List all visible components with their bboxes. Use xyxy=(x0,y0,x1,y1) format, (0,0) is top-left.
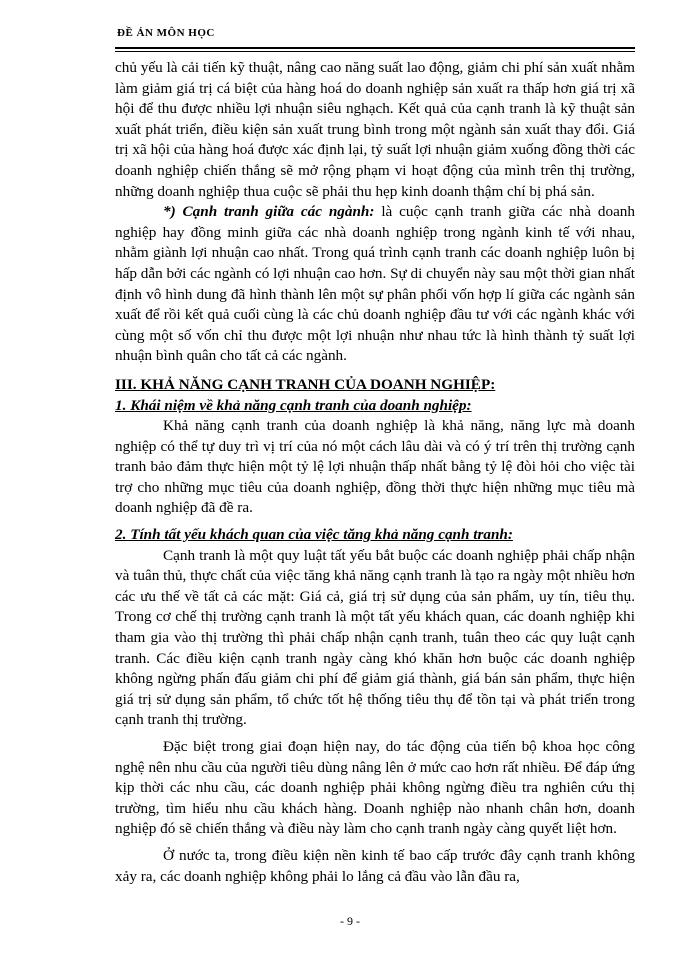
header-rule-thick xyxy=(115,47,635,49)
subsection-heading-1: 1. Khái niệm về khả năng cạnh tranh của doanh nghiệp: xyxy=(115,396,472,414)
header-rule-thin xyxy=(115,51,635,52)
paragraph-vietnam: Ở nước ta, trong điều kiện nền kinh tế bao cấp trước đây cạnh tranh không xảy ra, các doanh nghiệp không phải lo lắng cả đầu vào lẫn đầu ra, xyxy=(115,846,635,885)
document-body xyxy=(115,58,635,887)
document-header: ĐỀ ÁN MÔN HỌC xyxy=(117,27,215,39)
section-heading-iii: III. KHẢ NĂNG CẠNH TRANH CỦA DOANH NGHIỆP: xyxy=(115,375,496,393)
inter-industry-label: *) Cạnh tranh giữa các ngành: xyxy=(163,203,375,221)
subsection-heading-2: 2. Tính tất yếu khách quan của việc tăng khả năng cạnh tranh: xyxy=(115,526,513,544)
paragraph-competition-law: Cạnh tranh là một quy luật tất yếu bắt buộc các doanh nghiệp phải chấp nhận và tuân thủ, thực chất của việc tăng khả năng cạnh tranh là tạo ra ngày một nhiều hơn các ưu thế về tất cả các mặt: Giá cả, giá trị sử dụng của sản phẩm, uy tín, tiêu thụ. Trong cơ chế thị trường cạnh tranh là một tất yếu khách quan, các doanh nghiệp khi tham gia vào thị trường thì phải chấp nhận cạnh tranh, tuân theo các quy luật cạnh tranh. Các điều kiện cạnh tranh ngày càng khó khăn hơn buộc các doanh nghiệp không ngừng phấn đấu giảm chi phí để giảm giá thành, giá bán sản phẩm, thực hiện giá trị sử dụng sản phẩm, tổ chức tốt hệ thống tiêu thụ để tồn tại và phát triển trong cạnh tranh thị trường. xyxy=(115,546,635,729)
inter-industry-text: là cuộc cạnh tranh giữa các nhà doanh nghiệp hay đồng minh giữa các nhà doanh nghiệp trong ngành kinh tế với nhau, nhằm giành lợi nhuận cao nhất. Trong quá trình cạnh tranh các doanh nghiệp luôn bị hấp dẫn bởi các ngành có lợi nhuận cao hơn. Sự di chuyển này sau một thời gian nhất định vô hình dung đã hình thành lên một sự phân phối vốn hợp lí giữa các ngành sản xuất để rồi kết quả cuối cùng là các chủ doanh nghiệp đầu tư với các ngành khác với cùng một số vốn chỉ thu được một lợi nhuận như nhau tức là hình thành tỷ suất lợi nhuận bình quân cho tất cả các ngành. xyxy=(115,203,635,365)
paragraph-competition-result: chủ yếu là cải tiến kỹ thuật, nâng cao năng suất lao động, giảm chi phí sản xuất nhằm làm giảm giá trị cá biệt của hàng hoá do doanh nghiệp sản xuất ra thấp hơn giá trị xã hội để thu được nhiều lợi nhuận siêu nghạch. Kết quả của cạnh tranh là kỹ thuật sản xuất phát triển, điều kiện sản xuất trung bình trong một ngành sản xuất thay đổi. Giá trị xã hội của hàng hoá được xác định lại, tỷ suất lợi nhuận giảm xuống đồng thời các doanh nghiệp chiến thắng sẽ mở rộng phạm vi hoạt động của mình trên thị trường, những doanh nghiệp thua cuộc sẽ phải thu hẹp kinh doanh thậm chí bị phá sản. xyxy=(115,59,635,200)
page-number: - 9 - xyxy=(340,914,360,928)
paragraph-current-period: Đặc biệt trong giai đoạn hiện nay, do tác động của tiến bộ khoa học công nghệ nên nhu cầu của người tiêu dùng nâng lên ở mức cao hơn rất nhiều. Để đáp ứng kịp thời các nhu cầu, các doanh nghiệp phải không ngừng điều tra nghiên cứu thị trường, tìm hiểu nhu cầu khách hàng. Doanh nghiệp nào nhanh chân hơn, doanh nghiệp đó sẽ chiến thắng và điều này làm cho cạnh tranh ngày càng quyết liệt hơn. xyxy=(115,738,635,838)
paragraph-inter-industry xyxy=(115,202,635,367)
paragraph-competitiveness-definition: Khả năng cạnh tranh của doanh nghiệp là khả năng, năng lực mà doanh nghiệp có thể tự duy trì vị trí của nó một cách lâu dài và có ý trí trên thị trường cạnh tranh bảo đảm thực hiện một tỷ lệ lợi nhuận thấp nhất bằng tỷ lệ đòi hỏi cho việc tài trợ cho những mục tiêu của doanh nghiệp, đồng thời thực hiện những mục tiêu mà doanh nghiệp đã đề ra. xyxy=(115,417,635,517)
